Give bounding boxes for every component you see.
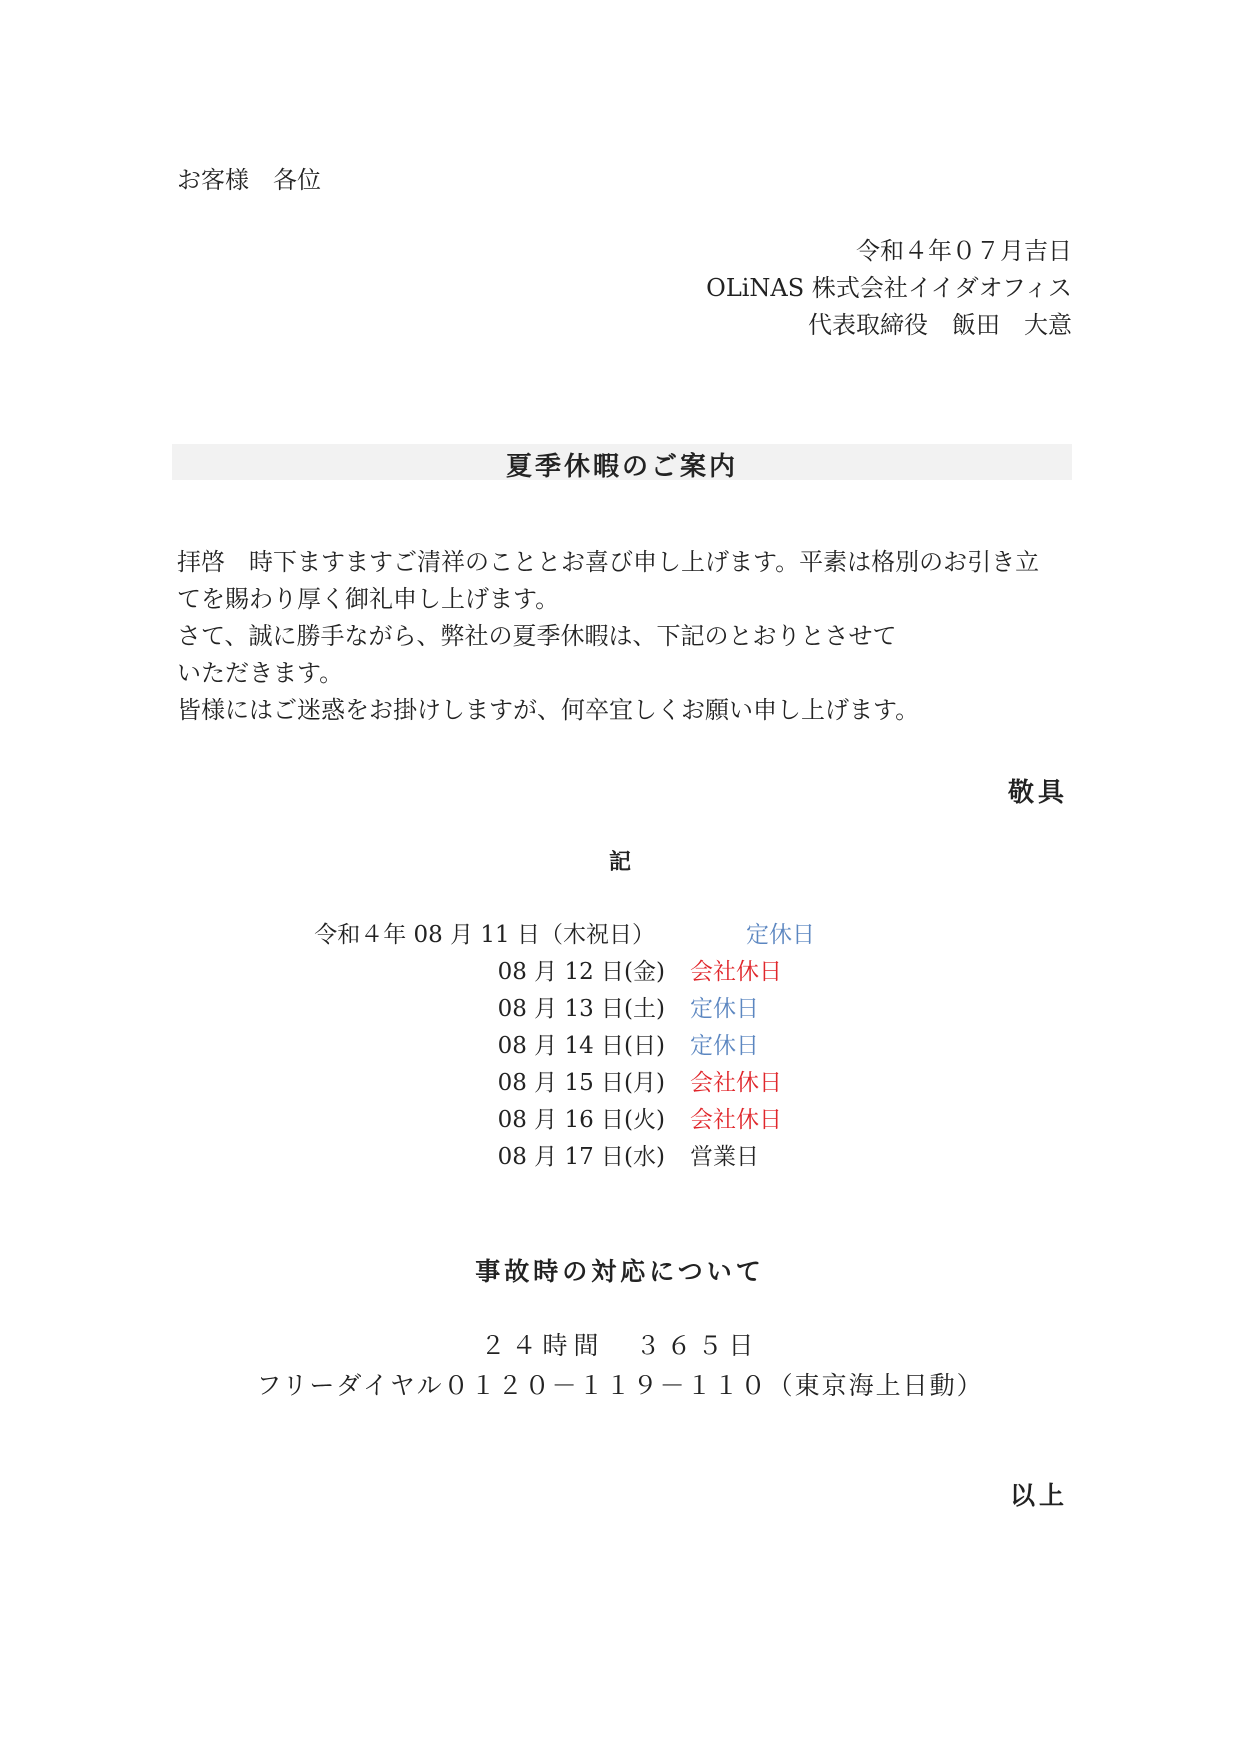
schedule-row	[0, 1102, 1240, 1139]
body-line-5: 皆様にはご迷惑をお掛けしますが、何卒宜しくお願い申し上げます。	[177, 696, 920, 724]
ki-heading: 記	[608, 850, 631, 875]
body-line-4: いただきます。	[177, 659, 344, 687]
schedule-date: 08 月 17 日(水)	[497, 1144, 665, 1170]
schedule-status: 定休日	[690, 996, 759, 1022]
schedule-status: 営業日	[690, 1144, 759, 1170]
schedule-row	[0, 954, 1240, 991]
schedule-row	[0, 1139, 1240, 1176]
schedule-date: 08 月 16 日(火)	[497, 1107, 665, 1133]
body-line-1: 拝啓 時下ますますご清祥のこととお喜び申し上げます。平素は格別のお引き立	[177, 548, 1040, 576]
schedule-row	[0, 1028, 1240, 1065]
schedule-date: 08 月 12 日(金)	[497, 959, 665, 985]
schedule-date: 令和４年 08 月 11 日（木祝日）	[314, 922, 655, 948]
body-paragraph	[177, 544, 1077, 729]
schedule-status: 会社休日	[690, 1070, 782, 1096]
issue-date: 令和４年０７月吉日	[856, 237, 1072, 265]
schedule-status: 定休日	[690, 1033, 759, 1059]
accident-section-title: 事故時の対応について	[475, 1257, 765, 1286]
body-line-2: てを賜わり厚く御礼申し上げます。	[177, 585, 560, 613]
representative-name: 代表取締役 飯田 大意	[808, 311, 1072, 339]
recipient-line: お客様 各位	[177, 166, 321, 194]
schedule-row	[0, 917, 1240, 954]
schedule-date: 08 月 15 日(月)	[497, 1070, 665, 1096]
schedule-status: 定休日	[746, 922, 815, 948]
schedule-date: 08 月 13 日(土)	[497, 996, 665, 1022]
sender-block	[706, 233, 1072, 344]
company-name: OLiNAS 株式会社イイダオフィス	[706, 274, 1072, 302]
schedule-date: 08 月 14 日(日)	[497, 1033, 665, 1059]
schedule-status: 会社休日	[690, 1107, 782, 1133]
schedule-row	[0, 1065, 1240, 1102]
freedial-number: フリーダイヤル０１２０－１１９－１１０（東京海上日動）	[256, 1371, 984, 1400]
body-line-3: さて、誠に勝手ながら、弊社の夏季休暇は、下記のとおりとさせて	[177, 622, 897, 650]
schedule-row	[0, 991, 1240, 1028]
closing-keigu: 敬具	[1007, 778, 1068, 808]
service-hours: ２４時間 ３６５日	[480, 1331, 760, 1360]
page-title: 夏季休暇のご案内	[505, 452, 738, 482]
schedule-status: 会社休日	[690, 959, 782, 985]
end-mark-ijou: 以上	[1009, 1481, 1068, 1510]
